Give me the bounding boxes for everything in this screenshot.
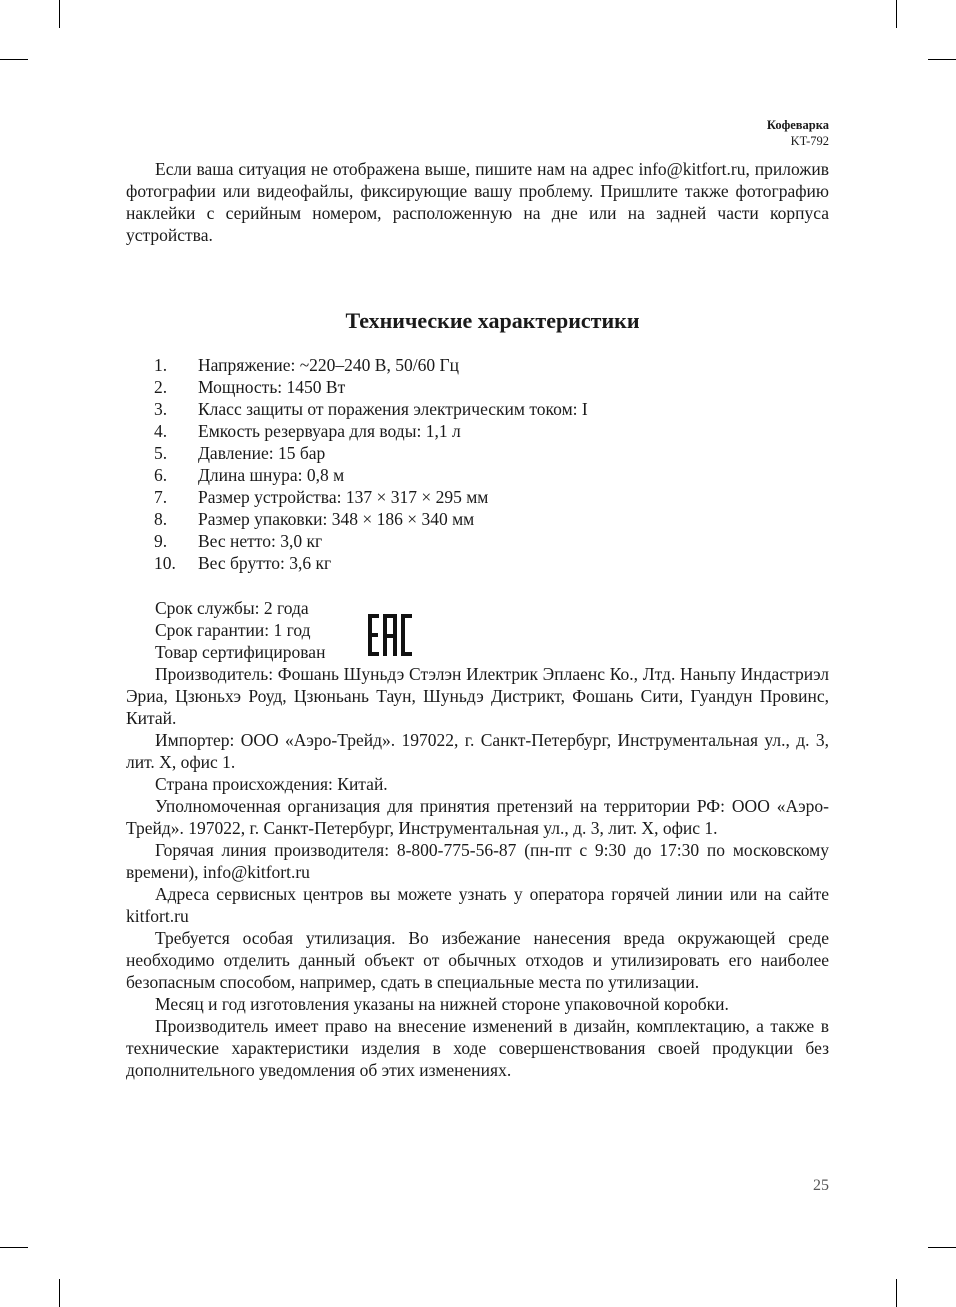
changes-paragraph: Производитель имеет право на внесение изменений в дизайн, комплектацию, а также в технические характеристики изделия в ходе совершенствования своей продукции без дополнительного уведомления об этих изменениях. — [126, 1016, 829, 1080]
spec-text: Вес брутто: 3,6 кг — [198, 553, 332, 573]
spec-number: 5. — [154, 443, 168, 463]
spec-text: Давление: 15 бар — [198, 443, 326, 463]
spec-number: 10. — [154, 553, 176, 573]
crop-mark — [896, 1279, 897, 1307]
eac-certification-icon — [368, 614, 412, 656]
crop-mark — [59, 0, 60, 28]
spec-item — [154, 398, 588, 420]
spec-text: Размер устройства: 137 × 317 × 295 мм — [198, 487, 489, 507]
warranty: Срок гарантии: 1 год — [155, 620, 311, 640]
section-title: Технические характеристики — [345, 308, 640, 333]
spec-item — [154, 486, 588, 508]
specs-list — [154, 354, 588, 574]
spec-number: 3. — [154, 399, 168, 419]
spec-number: 6. — [154, 465, 168, 485]
certified: Товар сертифицирован — [155, 642, 326, 662]
spec-item — [154, 552, 588, 574]
header-model: KT-792 — [790, 134, 829, 148]
hotline-paragraph: Горячая линия производителя: 8-800-775-56-87 (пн-пт с 9:30 до 17:30 по московскому времени), info@kitfort.ru — [126, 840, 829, 882]
spec-text: Вес нетто: 3,0 кг — [198, 531, 323, 551]
spec-item — [154, 420, 588, 442]
spec-text: Мощность: 1450 Вт — [198, 377, 346, 397]
spec-number: 8. — [154, 509, 168, 529]
spec-item — [154, 442, 588, 464]
spec-number: 4. — [154, 421, 168, 441]
spec-text: Размер упаковки: 348 × 186 × 340 мм — [198, 509, 475, 529]
spec-number: 7. — [154, 487, 168, 507]
spec-text: Емкость резервуара для воды: 1,1 л — [198, 421, 461, 441]
spec-text: Длина шнура: 0,8 м — [198, 465, 345, 485]
service-info — [155, 597, 325, 663]
crop-mark — [928, 59, 956, 60]
manufacturer-paragraph: Производитель: Фошань Шуньдэ Стэлэн Илектрик Эплаенс Ко., Лтд. Наньпу Индастриэл Эриа, Цзюньхэ Роуд, Цзюньань Таун, Шуньдэ Дистрикт, Фошань Сити, Гуандун Провинс, Китай. — [126, 664, 829, 728]
origin-paragraph: Страна происхождения: Китай. — [155, 774, 388, 794]
manufacture-date-paragraph: Месяц и год изготовления указаны на нижней стороне упаковочной коробки. — [155, 994, 729, 1014]
intro-block — [126, 158, 829, 246]
crop-mark — [928, 1247, 956, 1248]
crop-mark — [0, 59, 28, 60]
legal-info — [126, 663, 829, 1081]
page-number: 25 — [813, 1177, 829, 1194]
spec-item — [154, 530, 588, 552]
service-centers-paragraph: Адреса сервисных центров вы можете узнать у оператора горячей линии или на сайте kitfort.ru — [126, 884, 829, 926]
spec-item — [154, 508, 588, 530]
spec-item — [154, 464, 588, 486]
spec-number: 9. — [154, 531, 168, 551]
spec-text: Класс защиты от поражения электрическим током: I — [198, 399, 588, 419]
crop-mark — [896, 0, 897, 28]
header-product: Кофеварка — [766, 118, 829, 132]
crop-mark — [59, 1279, 60, 1307]
running-header — [767, 117, 829, 149]
authorized-org-paragraph: Уполномоченная организация для принятия претензий на территории РФ: ООО «Аэро-Трейд». 197022, г. Санкт-Петербург, Инструментальная ул., д. 3, лит. Х, офис 1. — [126, 796, 829, 838]
spec-text: Напряжение: ~220–240 В, 50/60 Гц — [198, 355, 459, 375]
spec-item — [154, 354, 588, 376]
spec-number: 1. — [154, 355, 168, 375]
intro-paragraph: Если ваша ситуация не отображена выше, пишите нам на адрес info@kitfort.ru, приложив фотографии или видеофайлы, фиксирующие вашу проблему. Пришлите также фотографию наклейки с серийным номером, расположенную на дне или на задней части корпуса устройства. — [126, 159, 829, 245]
importer-paragraph: Импортер: ООО «Аэро-Трейд». 197022, г. Санкт-Петербург, Инструментальная ул., д. 3, лит. Х, офис 1. — [126, 730, 829, 772]
spec-number: 2. — [154, 377, 168, 397]
crop-mark — [0, 1247, 28, 1248]
spec-item — [154, 376, 588, 398]
service-life: Срок службы: 2 года — [155, 598, 309, 618]
disposal-paragraph: Требуется особая утилизация. Во избежание нанесения вреда окружающей среде необходимо отделить данный объект от обычных отходов и утилизировать его наиболее безопасным способом, например, сдать в специальные места по утилизации. — [126, 928, 829, 992]
